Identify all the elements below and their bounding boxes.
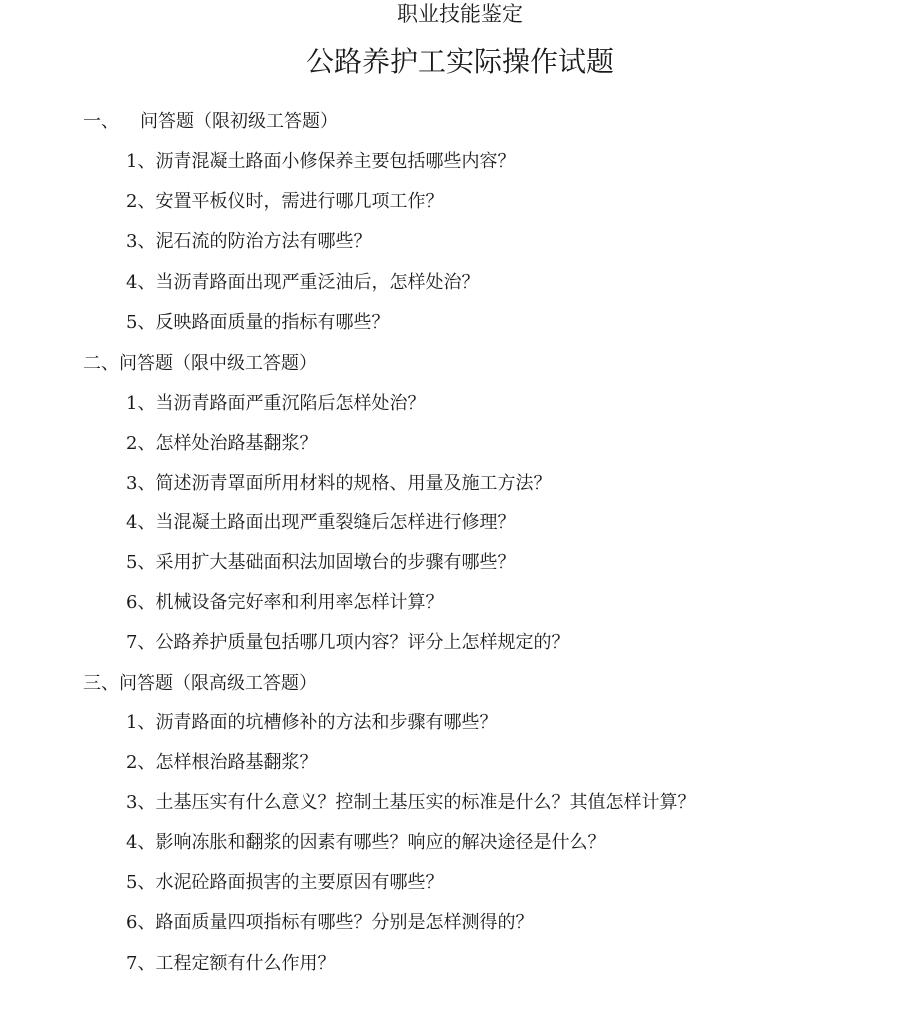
- question-item: 7、工程定额有什么作用？: [126, 953, 336, 974]
- question-item: 5、采用扩大基础面积法加固墩台的步骤有哪些？: [126, 552, 516, 573]
- section-number: 三、: [83, 673, 119, 694]
- section-title: 问答题（限高级工答题）: [119, 673, 317, 694]
- question-item: 1、沥青混凝土路面小修保养主要包括哪些内容？: [126, 151, 516, 172]
- question-item: 4、当混凝土路面出现严重裂缝后怎样进行修理？: [126, 512, 516, 533]
- section-title: 问答题（限中级工答题）: [119, 353, 317, 374]
- question-item: 1、沥青路面的坑槽修补的方法和步骤有哪些？: [126, 712, 498, 733]
- section-heading-2: [83, 355, 317, 373]
- section-heading-1: [83, 113, 338, 131]
- section-number: 二、: [83, 353, 119, 374]
- question-item: 3、土基压实有什么意义？控制土基压实的标准是什么？其值怎样计算？: [126, 792, 696, 813]
- section-number: 一、: [83, 111, 119, 132]
- section-heading-3: [83, 675, 317, 693]
- question-item: 2、怎样根治路基翻浆？: [126, 752, 318, 773]
- question-item: 7、公路养护质量包括哪几项内容？评分上怎样规定的？: [126, 632, 570, 653]
- section-title: 问答题（限初级工答题）: [140, 111, 338, 132]
- question-item: 2、安置平板仪时，需进行哪几项工作？: [126, 191, 444, 212]
- document-title: 公路养护工实际操作试题: [305, 45, 614, 78]
- question-item: 2、怎样处治路基翻浆？: [126, 433, 318, 454]
- question-item: 1、当沥青路面严重沉陷后怎样处治？: [126, 393, 426, 414]
- question-item: 4、当沥青路面出现严重泛油后，怎样处治？: [126, 272, 480, 293]
- question-item: 5、水泥砼路面损害的主要原因有哪些？: [126, 872, 444, 893]
- question-item: 6、机械设备完好率和利用率怎样计算？: [126, 592, 444, 613]
- question-item: 3、简述沥青罩面所用材料的规格、用量及施工方法？: [126, 473, 552, 494]
- question-item: 5、反映路面质量的指标有哪些？: [126, 312, 390, 333]
- question-item: 6、路面质量四项指标有哪些？分别是怎样测得的？: [126, 912, 534, 933]
- document-subtitle: 职业技能鉴定: [397, 2, 523, 26]
- question-item: 4、影响冻胀和翻浆的因素有哪些？响应的解决途径是什么？: [126, 832, 606, 853]
- question-item: 3、泥石流的防治方法有哪些？: [126, 231, 372, 252]
